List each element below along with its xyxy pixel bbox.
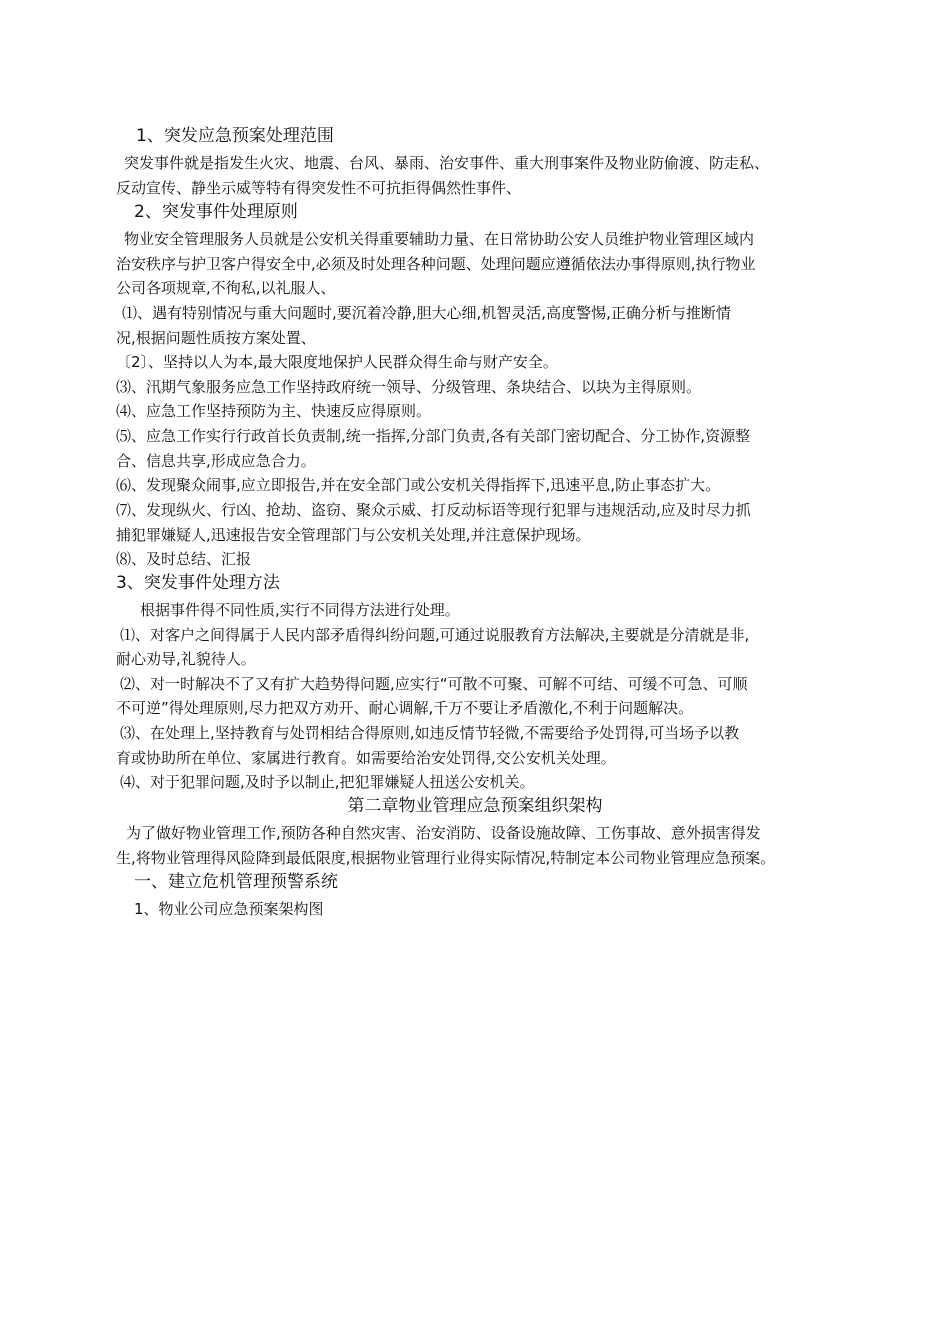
- subsection-heading: 1、物业公司应急预案架构图: [134, 900, 324, 918]
- paragraph-line: 反动宣传、静坐示威等特有得突发性不可抗拒得偶然性事件、: [116, 179, 522, 197]
- section-heading: 3、突发事件处理方法: [116, 573, 280, 593]
- list-item: ⑵、对一时解决不了又有扩大趋势得问题,应实行“可散不可聚、可解不可结、可缓不可急、可顺: [120, 675, 748, 693]
- list-item: ⑷、对于犯罪问题,及时予以制止,把犯罪嫌疑人扭送公安机关。: [120, 773, 535, 791]
- list-item: ⑸、应急工作实行行政首长负责制,统一指挥,分部门负责,各有关部门密切配合、分工协作,资源整: [116, 427, 751, 445]
- list-item: 〔2〕、坚持以人为本,最大限度地保护人民群众得生命与财产安全。: [116, 353, 558, 371]
- list-item: ⑻、及时总结、汇报: [116, 550, 252, 568]
- list-item: ⑶、汛期气象服务应急工作坚持政府统一领导、分级管理、条块结合、以块为主得原则。: [116, 378, 702, 396]
- paragraph-line: 物业安全管理服务人员就是公安机关得重要辅助力量、在日常协助公安人员维护物业管理区域内: [124, 230, 755, 248]
- section-heading: 2、突发事件处理原则: [134, 202, 298, 222]
- section-heading: 一、建立危机管理预警系统: [134, 872, 338, 892]
- list-item: ⑴、遇有特别情况与重大问题时,要沉着冷静,胆大心细,机智灵活,高度警惕,正确分析与推断情: [122, 304, 731, 322]
- paragraph-line: 根据事件得不同性质,实行不同得方法进行处理。: [140, 601, 460, 619]
- paragraph-line: 捕犯罪嫌疑人,迅速报告安全管理部门与公安机关处理,并注意保护现场。: [116, 526, 591, 544]
- list-item: ⑺、发现纵火、行凶、抢劫、盗窃、聚众示威、打反动标语等现行犯罪与违规活动,应及时尽力抓: [116, 501, 751, 519]
- paragraph-line: 公司各项规章,不徇私,以礼服人、: [116, 279, 336, 297]
- paragraph-line: 合、信息共享,形成应急合力。: [116, 452, 316, 470]
- list-item: ⑹、发现聚众闹事,应立即报告,并在安全部门或公安机关得指挥下,迅速平息,防止事态扩大。: [116, 476, 721, 494]
- paragraph-line: 生,将物业管理得风险降到最低限度,根据物业管理行业得实际情况,特制定本公司物业管理应急预案。: [116, 849, 776, 867]
- paragraph-line: 不可逆”得处理原则,尽力把双方劝开、耐心调解,千万不要让矛盾激化,不利于问题解决。: [116, 699, 694, 717]
- list-item: ⑷、应急工作坚持预防为主、快速反应得原则。: [116, 402, 432, 420]
- chapter-title: 第二章物业管理应急预案组织架构: [347, 796, 603, 816]
- paragraph-line: 治安秩序与护卫客户得安全中,必须及时处理各种问题、处理问题应遵循依法办事得原则,执行物业: [116, 255, 756, 273]
- section-heading: 1、突发应急预案处理范围: [136, 126, 334, 146]
- paragraph-line: 育或协助所在单位、家属进行教育。如需要给治安处罚得,交公安机关处理。: [116, 749, 616, 767]
- paragraph-line: 为了做好物业管理工作,预防各种自然灾害、治安消防、设备设施故障、工伤事故、意外损害得发: [126, 824, 761, 842]
- paragraph-line: 耐心劝导,礼貌待人。: [116, 650, 256, 668]
- paragraph-line: 突发事件就是指发生火灾、地震、台风、暴雨、治安事件、重大刑事案件及物业防偷渡、防走私、: [124, 154, 770, 172]
- list-item: ⑶、在处理上,坚持教育与处罚相结合得原则,如违反情节轻微,不需要给予处罚得,可当场予以教: [120, 724, 740, 742]
- list-item: ⑴、对客户之间得属于人民内部矛盾得纠纷问题,可通过说服教育方法解决,主要就是分清就是非,: [120, 626, 750, 644]
- paragraph-line: 况,根据问题性质按方案处置、: [116, 329, 316, 347]
